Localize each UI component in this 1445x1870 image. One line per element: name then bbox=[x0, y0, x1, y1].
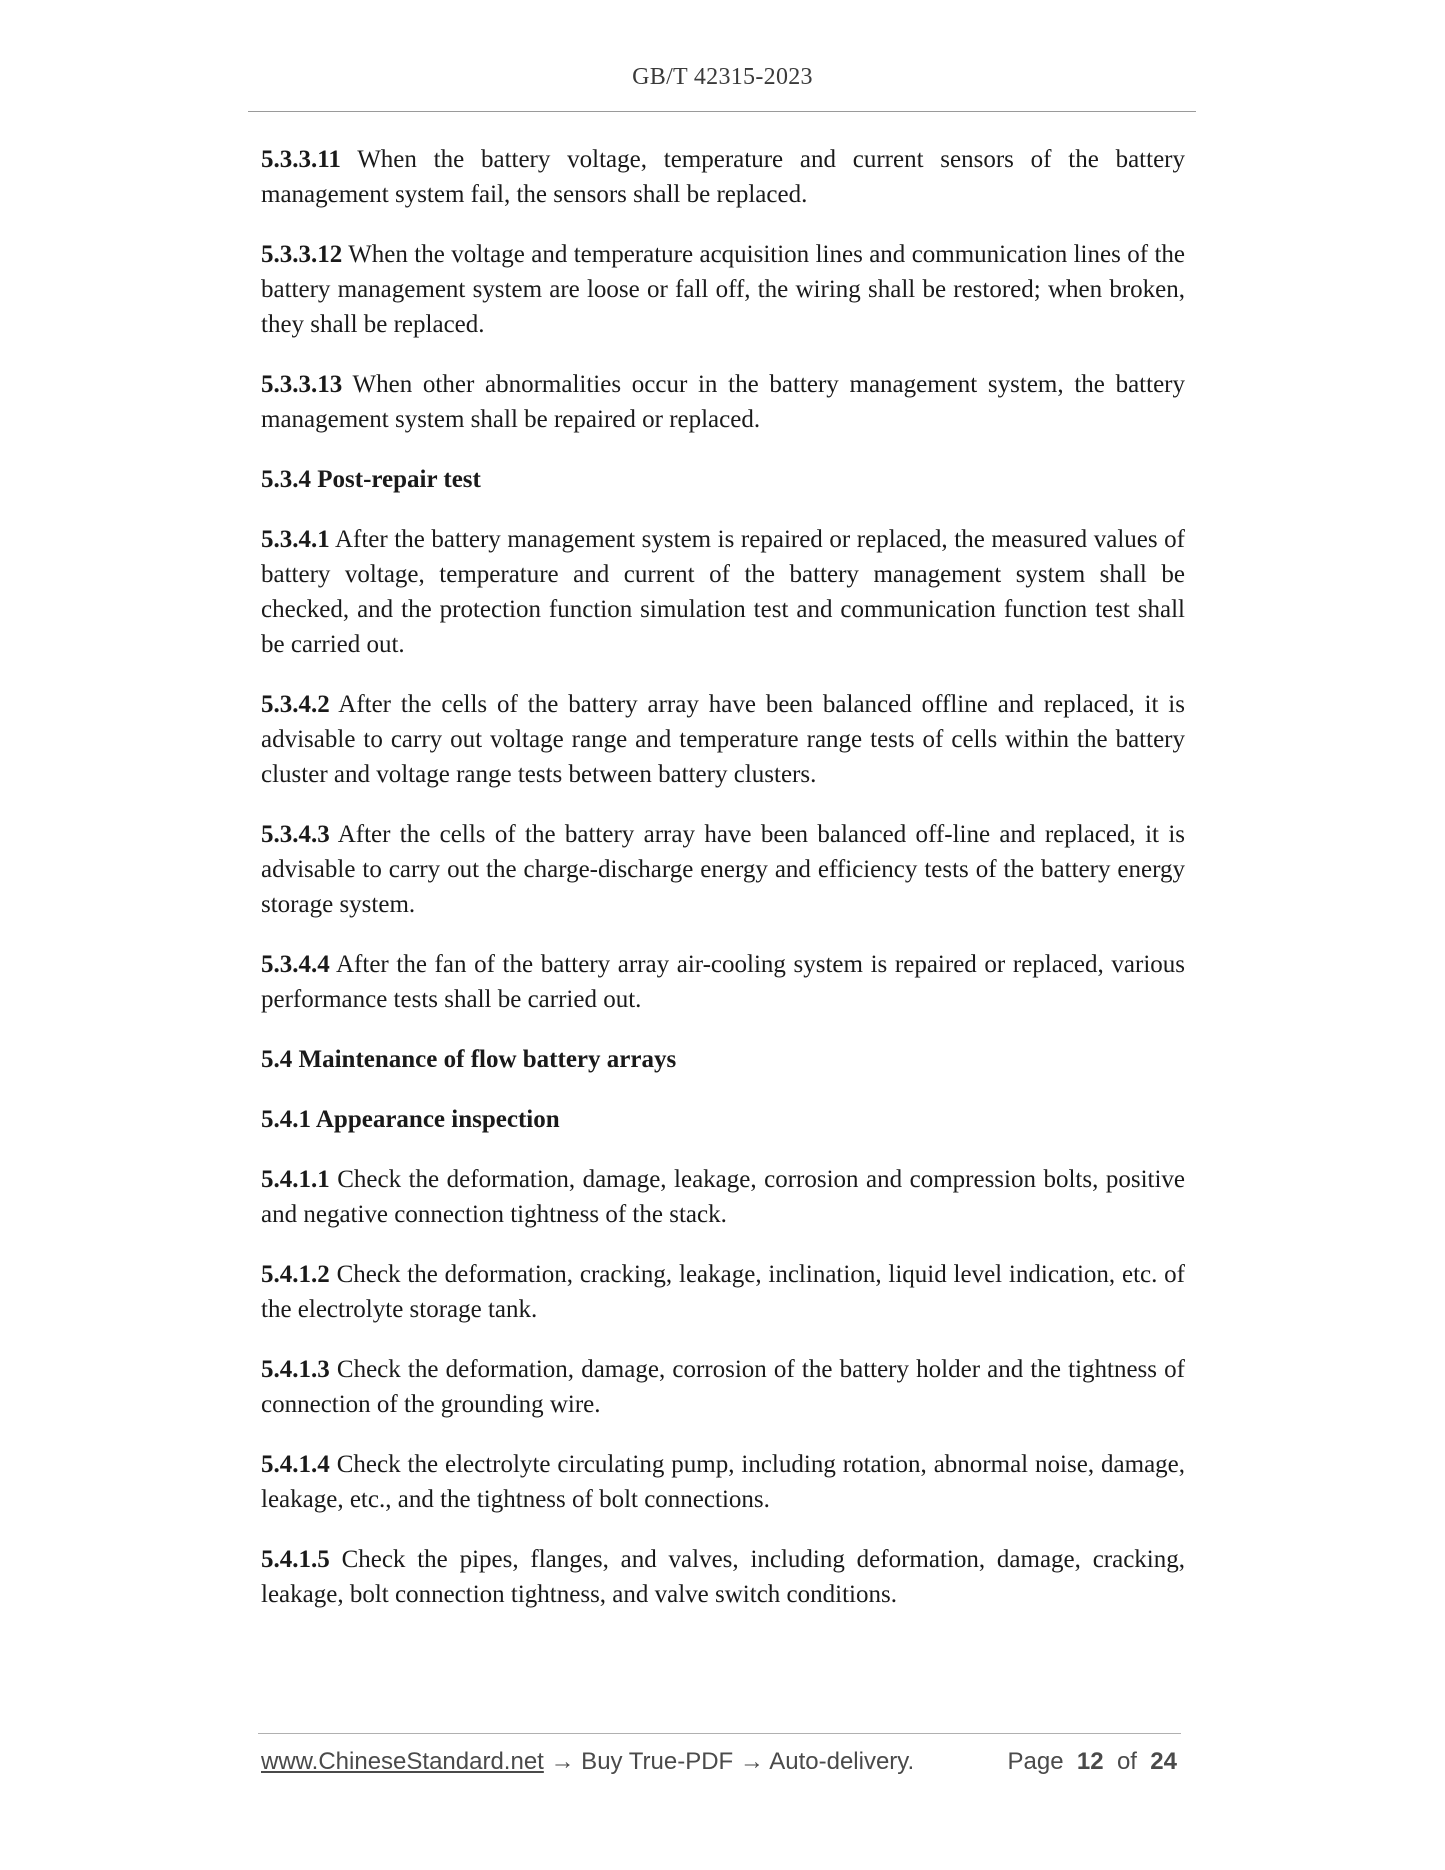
clause-5-3-4-2 bbox=[261, 687, 1185, 792]
clause-text: After the battery management system is repaired or replaced, the measured values of battery voltage, temperature and current of the battery management system shall be checked, and the protection function simulation test and communication function test shall be carried out. bbox=[261, 526, 1185, 658]
clause-5-3-3-13 bbox=[261, 367, 1185, 437]
clause-number: 5.4.1.4 bbox=[261, 1451, 330, 1478]
clause-number: 5.4.1.5 bbox=[261, 1546, 330, 1573]
clause-number: 5.3.4.2 bbox=[261, 691, 330, 718]
clause-5-4-1-1 bbox=[261, 1162, 1185, 1232]
running-header: GB/T 42315-2023 bbox=[632, 64, 813, 90]
clause-number: 5.4.1.1 bbox=[261, 1166, 330, 1193]
clause-5-4-1-5 bbox=[261, 1542, 1185, 1612]
heading-number: 5.4 bbox=[261, 1046, 293, 1073]
clause-text: Check the pipes, flanges, and valves, including deformation, damage, cracking, leakage, bolt connection tightness, and valve switch conditions. bbox=[261, 1546, 1186, 1608]
heading-text: Post-repair test bbox=[317, 466, 481, 493]
section-heading-5-3-4 bbox=[261, 462, 1185, 497]
clause-text: Check the deformation, damage, leakage, corrosion and compression bolts, positive and negative connection tightness of the stack. bbox=[261, 1166, 1186, 1228]
page-indicator bbox=[1007, 1748, 1177, 1776]
clause-number: 5.3.4.3 bbox=[261, 821, 330, 848]
clause-5-4-1-4 bbox=[261, 1447, 1185, 1517]
footer-promo bbox=[261, 1748, 914, 1776]
clause-text: When the battery voltage, temperature and current sensors of the battery management system fail, the sensors shall be replaced. bbox=[261, 146, 1185, 208]
clause-number: 5.3.3.13 bbox=[261, 371, 343, 398]
clause-5-4-1-3 bbox=[261, 1352, 1185, 1422]
clause-text: Check the deformation, damage, corrosion of the battery holder and the tightness of connection of the grounding wire. bbox=[261, 1356, 1185, 1418]
clause-text: Check the deformation, cracking, leakage, inclination, liquid level indication, etc. of the electrolyte storage tank. bbox=[261, 1261, 1186, 1323]
clause-5-3-4-3 bbox=[261, 817, 1185, 922]
clause-5-3-3-12 bbox=[261, 237, 1185, 342]
clause-number: 5.4.1.2 bbox=[261, 1261, 330, 1288]
clause-text: Check the electrolyte circulating pump, including rotation, abnormal noise, damage, leakage, etc., and the tightness of bolt connections. bbox=[261, 1451, 1186, 1513]
clause-5-3-4-4 bbox=[261, 947, 1185, 1017]
chinesestandard-link[interactable]: www.ChineseStandard.net bbox=[261, 1748, 544, 1775]
page-of-label: of bbox=[1116, 1748, 1137, 1775]
heading-text: Appearance inspection bbox=[315, 1106, 560, 1133]
heading-number: 5.4.1 bbox=[261, 1106, 311, 1133]
clause-text: When the voltage and temperature acquisition lines and communication lines of the battery management system are loose or fall off, the wiring shall be restored; when broken, they shall be replaced. bbox=[261, 241, 1185, 338]
page-label: Page bbox=[1007, 1748, 1064, 1775]
footer-promo-text: → Buy True-PDF → Auto-delivery. bbox=[543, 1748, 915, 1775]
section-heading-5-4-1 bbox=[261, 1102, 1185, 1137]
clause-number: 5.3.3.12 bbox=[261, 241, 343, 268]
page-footer bbox=[261, 1748, 1181, 1784]
clause-5-3-4-1 bbox=[261, 522, 1185, 662]
clause-number: 5.4.1.3 bbox=[261, 1356, 330, 1383]
footer-divider bbox=[258, 1733, 1181, 1734]
clause-number: 5.3.4.1 bbox=[261, 526, 330, 553]
clause-text: When other abnormalities occur in the battery management system, the battery management system shall be repaired or replaced. bbox=[261, 371, 1185, 433]
clause-number: 5.3.3.11 bbox=[261, 146, 341, 173]
clause-text: After the cells of the battery array have been balanced off-line and replaced, it is advisable to carry out the charge-discharge energy and efficiency tests of the battery energy storage system. bbox=[261, 821, 1185, 918]
page-total: 24 bbox=[1150, 1748, 1177, 1775]
heading-text: Maintenance of flow battery arrays bbox=[298, 1046, 677, 1073]
clause-5-3-3-11 bbox=[261, 142, 1185, 212]
section-heading-5-4 bbox=[261, 1042, 1185, 1077]
header-divider bbox=[248, 111, 1196, 112]
clause-5-4-1-2 bbox=[261, 1257, 1185, 1327]
heading-number: 5.3.4 bbox=[261, 466, 311, 493]
clause-text: After the cells of the battery array have been balanced offline and replaced, it is advisable to carry out voltage range and temperature range tests of cells within the battery cluster and voltage range tests between battery clusters. bbox=[261, 691, 1185, 788]
page-current: 12 bbox=[1076, 1748, 1104, 1775]
clause-text: After the fan of the battery array air-cooling system is repaired or replaced, various performance tests shall be carried out. bbox=[261, 951, 1185, 1013]
document-body bbox=[261, 142, 1185, 1637]
clause-number: 5.3.4.4 bbox=[261, 951, 330, 978]
